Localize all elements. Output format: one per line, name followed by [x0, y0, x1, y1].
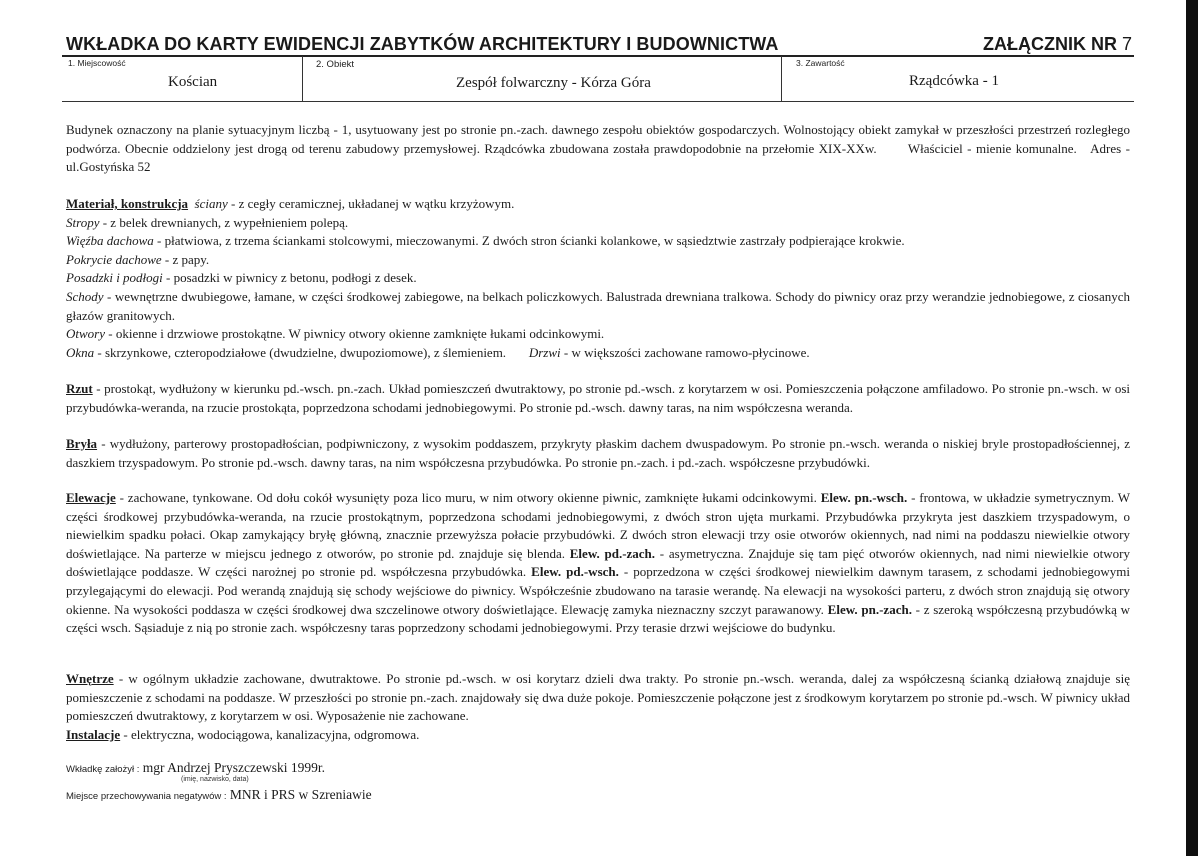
- installations-section: [66, 726, 1130, 745]
- elevations-text-5: - z szeroką współczesną przybudówką w części wsch. Sąsiaduje z nią po stronie zach. współczesny taras poprzedzony schodami jednobiegowymi. Przy terasie drzwi wejściowe do budynku.: [66, 601, 1130, 636]
- floors-line: [66, 269, 1130, 288]
- floors-text: - posadzki w piwnicy z betonu, podłogi z desek.: [162, 270, 417, 286]
- address-text: Adres - ul.Gostyńska 52: [66, 140, 1131, 175]
- material-section: [66, 195, 1130, 362]
- author-value: mgr Andrzej Pryszczewski 1999r.: [139, 760, 325, 775]
- massing-text: - wydłużony, parterowy prostopadłościan, podpiwniczony, z wysokim poddaszem, przykryty płaskim dachem dwuspadowym. Po stronie pn.-wsch. weranda o niskiej bryle prostopadłościennej, z daszkiem trzyspadowym. Po stronie pd.-wsch. dawny taras, na nim współczesna przybudówka. Po stronie pn.-zach. i pd.-zach. współczesne przybudówki.: [66, 436, 1130, 470]
- material-heading: Materiał, konstrukcja: [66, 196, 189, 211]
- openings-line: [66, 325, 1130, 344]
- field-divider-1: [302, 56, 303, 102]
- roofing-text: - z papy.: [161, 251, 210, 267]
- elevations-text-1: - zachowane, tynkowane. Od dołu cokół wysunięty poza lico muru, w nim otwory okienne piwnic, zamknięte łukami odcinkowymi.: [115, 490, 821, 505]
- elevation-ne-label: Elew. pn.-wsch.: [820, 490, 908, 505]
- elevations-heading: Elewacje: [66, 490, 116, 505]
- header-rule-bottom: [62, 101, 1134, 102]
- elevations-text-3: - asymetryczna. Znajduje się tam pięć otworów okiennych, nad nimi niewielkie otwory doświetlające poddasze. W części narożnej po stronie pd. współczesna przybudówka.: [66, 545, 1130, 580]
- annex-number: 7: [1121, 34, 1132, 54]
- roofing-term: Pokrycie dachowe: [66, 251, 162, 267]
- field-label-locality: 1. Miejscowość: [68, 58, 126, 68]
- doors-term: Drzwi: [528, 344, 561, 360]
- field-label-object: 2. Obiekt: [316, 59, 355, 70]
- elevations-section: [66, 489, 1130, 638]
- elevations-text-4: - poprzedzona w części środkowej niewielkim dawnym tarasem, z schodami jednobiegowymi przylegającymi do elewacji. Pod werandą znajdują się schody wejściowe do piwnicy. Współcześnie zbudowano na tarasie werandę. Na elewacji na wysokości parteru, z dwóch stron znajdują się otwory okienne. Na wysokości poddasza w części środkowej dwa szczelinowe otwory doświetlające. Elewację zamyka nieznaczny szczyt parawanowy.: [66, 564, 1130, 617]
- field-value-content: Rządcówka - 1: [909, 73, 999, 89]
- massing-section: [66, 435, 1130, 472]
- author-note: (imię, nazwisko, data): [181, 776, 249, 783]
- interior-section: [66, 670, 1130, 726]
- elevation-sw-label: Elew. pd.-zach.: [569, 545, 656, 561]
- field-value-locality: Kościan: [168, 74, 218, 90]
- author-label: Wkładkę założył :: [66, 764, 140, 775]
- walls-text: - z cegły ceramicznej, układanej w wątku krzyżowym.: [227, 196, 515, 211]
- plan-section: [66, 380, 1130, 417]
- openings-term: Otwory: [66, 326, 105, 342]
- elevations-text-2: - frontowa, w układzie symetrycznym. W części środkowej przybudówka-weranda, na rzucie prostokątnym, poprzedzona schodami jednobiegowymi, z dwóch stron ujęta murkami. Przybudówka przykryta jest daszkiem trzyspadowym, o niewielkim spadku połaci. Okap zamykający bryłę główną, znacznie przewyższa połacie przybudówki. Z dwóch stron elewacji trzy osie otworów okiennych, nad nimi na poddaszu niewielkie otwory doświetlające. Na parterze w miejscu jednego z otworów, po stronie pd. znajduje się blenda.: [66, 490, 1130, 561]
- ceilings-line: [66, 214, 1130, 233]
- field-divider-2: [781, 56, 782, 102]
- owner-text: Właściciel - mienie komunalne.: [907, 140, 1077, 156]
- ceilings-text: - z belek drewnianych, z wypełnieniem polepą.: [99, 214, 349, 230]
- elevation-nw-label: Elew. pn.-zach.: [827, 601, 912, 617]
- field-label-content: 3. Zawartość: [796, 58, 845, 68]
- doors-text: - w większości zachowane ramowo-płycinowe.: [560, 344, 810, 360]
- elevation-se-label: Elew. pd.-wsch.: [531, 564, 619, 580]
- annex-label: [983, 34, 1132, 55]
- windows-text: - skrzynkowe, czteropodziałowe (dwudzielne, dwupoziomowe), z ślemieniem.: [94, 344, 507, 360]
- negatives-line: [66, 786, 372, 804]
- scan-edge: [1186, 0, 1198, 856]
- material-walls-line: [66, 195, 1130, 214]
- floors-term: Posadzki i podłogi: [66, 270, 163, 286]
- installations-text: - elektryczna, wodociągowa, kanalizacyjna, odgromowa.: [120, 727, 420, 742]
- interior-text: - w ogólnym układzie zachowane, dwutraktowe. Po stronie pd.-wsch. w osi korytarz dzieli dwa trakty. Po stronie pn.-wsch. weranda, dalej za współczesną ścianką działową znajduje się pomieszczenie z schodami na poddasze. W przeszłości po stronie pn.-zach. znajdowały się dwa duże pokoje. Pomieszczenie połączone jest z środkowym korytarzem po stronie pd.-wsch. W piwnicy układ pomieszczeń dwutraktowy, z korytarzem w osi. Wyposażenie nie zachowane.: [66, 671, 1130, 724]
- plan-heading: Rzut: [66, 381, 93, 396]
- author-line: [66, 759, 325, 777]
- installations-heading: Instalacje: [66, 727, 121, 742]
- document-title: WKŁADKA DO KARTY EWIDENCJI ZABYTKÓW ARCHITEKTURY I BUDOWNICTWA: [66, 34, 779, 54]
- truss-line: [66, 232, 1130, 251]
- stairs-term: Schody: [66, 288, 104, 304]
- windows-term: Okna: [66, 344, 95, 360]
- openings-text: - okienne i drzwiowe prostokątne. W piwnicy otwory okienne zamknięte łukami odcinkowymi.: [105, 326, 605, 342]
- windows-doors-line: [66, 344, 1130, 363]
- massing-heading: Bryła: [66, 436, 98, 451]
- truss-term: Więźba dachowa: [66, 233, 154, 249]
- intro-text: Budynek oznaczony na planie sytuacyjnym liczbą - 1, usytuowany jest po stronie pn.-zach. dawnego zespołu obiektów gospodarczych. Wolnostojący obiekt zamykał w przeszłości przestrzeń rozległego podwórza. Obecnie oddzielony jest drogą od terenu zabudowy przemysłowej. Rządcówka zbudowana została prawdopodobnie na przełomie XIX-XXw.: [66, 122, 1130, 156]
- negatives-label: Miejsce przechowywania negatywów :: [66, 791, 227, 802]
- field-value-object: Zespół folwarczny - Kórza Góra: [456, 75, 651, 91]
- plan-text: - prostokąt, wydłużony w kierunku pd.-wsch. pn.-zach. Układ pomieszczeń dwutraktowy, po stronie pd.-wsch. z korytarzem w osi. Pomieszczenia połączone amfiladowo. Po stronie pn.-wsch. w osi przybudówka-weranda, na rzucie prostokąta, poprzedzona schodami jednobiegowymi. Po stronie pd.-wsch. dawny taras, na nim współczesna weranda.: [66, 381, 1130, 415]
- truss-text: - płatwiowa, z trzema ściankami stolcowymi, mieczowanymi. Z dwóch stron ścianki kolankowe, w sąsiedztwie zastrzały podpierające krokwie.: [153, 233, 905, 249]
- negatives-value: MNR i PRS w Szreniawie: [226, 787, 372, 802]
- walls-term: ściany: [194, 196, 228, 211]
- interior-heading: Wnętrze: [66, 671, 114, 686]
- stairs-line: [66, 288, 1130, 325]
- intro-paragraph: [66, 121, 1130, 177]
- roofing-line: [66, 251, 1130, 270]
- header-rule-top: [62, 55, 1134, 57]
- annex-label-text: ZAŁĄCZNIK NR: [982, 34, 1117, 54]
- ceilings-term: Stropy: [66, 214, 100, 230]
- stairs-text: - wewnętrzne dwubiegowe, łamane, w części środkowej zabiegowe, na belkach policzkowych. Balustrada drewniana tralkowa. Schody do piwnicy oraz przy werandzie jednobiegowe, z ciosanych głazów granitowych.: [66, 288, 1130, 323]
